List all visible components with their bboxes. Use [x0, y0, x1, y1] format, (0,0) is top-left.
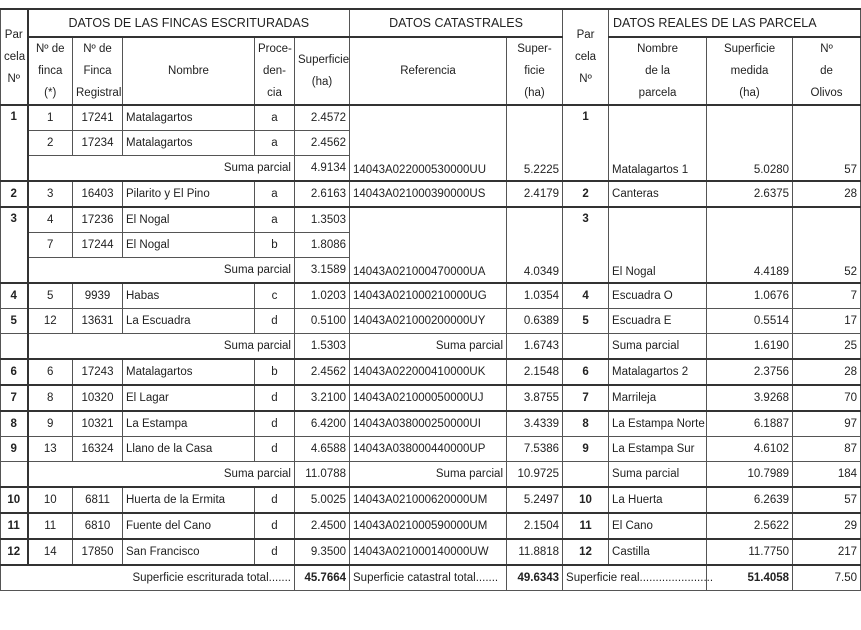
nombre-parcela: El Cano	[609, 513, 707, 539]
finca-registral: 6810	[73, 513, 123, 539]
table-row	[1, 513, 861, 539]
finca-registral: 10321	[73, 411, 123, 437]
referencia-catastral: 14043A021000140000UW	[350, 539, 507, 565]
header-superficie: Superficie (ha)	[295, 37, 350, 105]
procedencia: c	[255, 283, 295, 309]
total-real-label: Superficie real.......................	[563, 565, 707, 591]
finca-number: 5	[28, 283, 73, 309]
referencia-catastral: 14043A021000210000UG	[350, 283, 507, 309]
superficie: 2.4572	[295, 105, 350, 131]
finca-number: 11	[28, 513, 73, 539]
empty-cell	[563, 462, 609, 488]
superficie-medida: 0.5514	[707, 309, 793, 334]
suma-parcial-real-label: Suma parcial	[609, 334, 707, 360]
finca-nombre: Huerta de la Ermita	[123, 487, 255, 513]
parcela-real-number: 2	[563, 181, 609, 207]
superficie-catastral: 2.1548	[507, 359, 563, 385]
superficie: 2.4562	[295, 131, 350, 156]
olivos: 52	[793, 207, 861, 283]
finca-registral: 17234	[73, 131, 123, 156]
superficie-medida: 6.1887	[707, 411, 793, 437]
superficie-medida: 1.0676	[707, 283, 793, 309]
finca-nombre: El Nogal	[123, 207, 255, 233]
nombre-parcela: La Huerta	[609, 487, 707, 513]
suma-parcial-label: Suma parcial	[28, 156, 295, 182]
procedencia: b	[255, 233, 295, 258]
procedencia: d	[255, 385, 295, 411]
finca-number: 1	[28, 105, 73, 131]
superficie: 1.3503	[295, 207, 350, 233]
finca-number: 6	[28, 359, 73, 385]
olivos: 28	[793, 359, 861, 385]
nombre-parcela: Matalagartos 2	[609, 359, 707, 385]
total-escriturada-label: Superficie escriturada total.......	[1, 565, 295, 591]
parcela-number: 12	[1, 539, 28, 565]
procedencia: a	[255, 181, 295, 207]
procedencia: a	[255, 207, 295, 233]
finca-nombre: Pilarito y El Pino	[123, 181, 255, 207]
olivos: 29	[793, 513, 861, 539]
total-catastral-value: 49.6343	[507, 565, 563, 591]
header-nombre: Nombre	[123, 37, 255, 105]
table-row	[1, 181, 861, 207]
total-catastral-label: Superficie catastral total.......	[350, 565, 507, 591]
superficie-medida: 3.9268	[707, 385, 793, 411]
parcela-number: 6	[1, 359, 28, 385]
finca-registral: 17243	[73, 359, 123, 385]
superficie: 4.6588	[295, 437, 350, 462]
superficie-catastral: 7.5386	[507, 437, 563, 462]
header-procedencia: Proce- den- cia	[255, 37, 295, 105]
nombre-parcela: Matalagartos 1	[609, 105, 707, 181]
parcela-number: 9	[1, 437, 28, 462]
suma-parcial-real-value: 1.6190	[707, 334, 793, 360]
procedencia: d	[255, 411, 295, 437]
nombre-parcela: Escuadra O	[609, 283, 707, 309]
finca-nombre: El Nogal	[123, 233, 255, 258]
header-group-escrituradas: DATOS DE LAS FINCAS ESCRITURADAS	[28, 9, 350, 37]
header-group-reales: DATOS REALES DE LAS PARCELA	[609, 9, 861, 37]
superficie-catastral: 3.8755	[507, 385, 563, 411]
olivos: 70	[793, 385, 861, 411]
superficie: 9.3500	[295, 539, 350, 565]
superficie-medida: 2.5622	[707, 513, 793, 539]
suma-parcial-olivos: 184	[793, 462, 861, 488]
superficie-medida: 6.2639	[707, 487, 793, 513]
parcela-real-number: 9	[563, 437, 609, 462]
table-row	[1, 105, 861, 131]
parcela-real-number: 8	[563, 411, 609, 437]
suma-parcial-value: 1.5303	[295, 334, 350, 360]
suma-parcial-olivos: 25	[793, 334, 861, 360]
superficie-medida: 11.7750	[707, 539, 793, 565]
table-row	[1, 437, 861, 462]
superficie-medida: 4.4189	[707, 207, 793, 283]
finca-number: 14	[28, 539, 73, 565]
superficie-catastral: 5.2497	[507, 487, 563, 513]
olivos: 28	[793, 181, 861, 207]
olivos: 217	[793, 539, 861, 565]
olivos: 57	[793, 487, 861, 513]
header-finca-registral: Nº de Finca Registral	[73, 37, 123, 105]
finca-number: 9	[28, 411, 73, 437]
procedencia: d	[255, 539, 295, 565]
finca-nombre: San Francisco	[123, 539, 255, 565]
procedencia: b	[255, 359, 295, 385]
superficie: 5.0025	[295, 487, 350, 513]
olivos: 57	[793, 105, 861, 181]
finca-registral: 17244	[73, 233, 123, 258]
parcela-number: 3	[1, 207, 28, 283]
procedencia: d	[255, 513, 295, 539]
referencia-catastral: 14043A038000440000UP	[350, 437, 507, 462]
procedencia: a	[255, 105, 295, 131]
parcela-real-number: 4	[563, 283, 609, 309]
parcela-real-number: 11	[563, 513, 609, 539]
superficie-catastral: 0.6389	[507, 309, 563, 334]
parcela-number: 10	[1, 487, 28, 513]
superficie-medida: 2.3756	[707, 359, 793, 385]
header-superficie-medida: Superficie medida (ha)	[707, 37, 793, 105]
suma-parcial-catastral-label: Suma parcial	[350, 462, 507, 488]
finca-registral: 17236	[73, 207, 123, 233]
empty-cell	[563, 334, 609, 360]
procedencia: d	[255, 487, 295, 513]
suma-parcial-value: 11.0788	[295, 462, 350, 488]
parcela-real-number: 3	[563, 207, 609, 283]
header-referencia: Referencia	[350, 37, 507, 105]
finca-nombre: La Estampa	[123, 411, 255, 437]
finca-registral: 13631	[73, 309, 123, 334]
parcela-number: 11	[1, 513, 28, 539]
superficie-catastral: 2.1504	[507, 513, 563, 539]
superficie-catastral: 4.0349	[507, 207, 563, 283]
finca-registral: 16403	[73, 181, 123, 207]
referencia-catastral: 14043A021000200000UY	[350, 309, 507, 334]
suma-parcial-label: Suma parcial	[28, 334, 295, 360]
table-row	[1, 487, 861, 513]
subtotal-row	[1, 462, 861, 488]
nombre-parcela: Escuadra E	[609, 309, 707, 334]
superficie: 1.8086	[295, 233, 350, 258]
olivos: 17	[793, 309, 861, 334]
total-real-value: 51.4058	[707, 565, 793, 591]
finca-number: 13	[28, 437, 73, 462]
nombre-parcela: Castilla	[609, 539, 707, 565]
superficie-catastral: 11.8818	[507, 539, 563, 565]
fincas-table	[0, 8, 861, 591]
referencia-catastral: 14043A021000470000UA	[350, 207, 507, 283]
parcela-number: 7	[1, 385, 28, 411]
suma-parcial-real-value: 10.7989	[707, 462, 793, 488]
referencia-catastral: 14043A021000620000UM	[350, 487, 507, 513]
parcela-real-number: 10	[563, 487, 609, 513]
referencia-catastral: 14043A022000410000UK	[350, 359, 507, 385]
table-row	[1, 411, 861, 437]
header-nombre-parcela: Nombre de la parcela	[609, 37, 707, 105]
finca-number: 12	[28, 309, 73, 334]
nombre-parcela: Marrileja	[609, 385, 707, 411]
finca-registral: 17850	[73, 539, 123, 565]
nombre-parcela: Canteras	[609, 181, 707, 207]
suma-parcial-catastral-value: 10.9725	[507, 462, 563, 488]
empty-cell	[1, 462, 28, 488]
superficie-catastral: 5.2225	[507, 105, 563, 181]
parcela-real-number: 12	[563, 539, 609, 565]
fincas-table-container	[0, 8, 860, 591]
suma-parcial-catastral-label: Suma parcial	[350, 334, 507, 360]
header-group-catastrales: DATOS CATASTRALES	[350, 9, 563, 37]
finca-nombre: Matalagartos	[123, 131, 255, 156]
finca-nombre: Matalagartos	[123, 105, 255, 131]
nombre-parcela: La Estampa Sur	[609, 437, 707, 462]
finca-nombre: Fuente del Cano	[123, 513, 255, 539]
header-parcela-no-real: Par cela Nº	[563, 9, 609, 105]
finca-nombre: La Escuadra	[123, 309, 255, 334]
table-row	[1, 283, 861, 309]
procedencia: a	[255, 131, 295, 156]
header-olivos: Nº de Olivos	[793, 37, 861, 105]
nombre-parcela: La Estampa Norte	[609, 411, 707, 437]
superficie: 2.4500	[295, 513, 350, 539]
olivos: 97	[793, 411, 861, 437]
superficie-catastral: 1.0354	[507, 283, 563, 309]
table-row	[1, 539, 861, 565]
finca-number: 10	[28, 487, 73, 513]
superficie: 6.4200	[295, 411, 350, 437]
finca-registral: 17241	[73, 105, 123, 131]
finca-number: 7	[28, 233, 73, 258]
superficie-medida: 4.6102	[707, 437, 793, 462]
empty-cell	[1, 334, 28, 360]
total-olivos-value: 7.50	[793, 565, 861, 591]
superficie-medida: 5.0280	[707, 105, 793, 181]
finca-number: 8	[28, 385, 73, 411]
finca-nombre: Habas	[123, 283, 255, 309]
table-row	[1, 359, 861, 385]
finca-number: 3	[28, 181, 73, 207]
table-row	[1, 207, 861, 233]
parcela-number: 8	[1, 411, 28, 437]
header-parcela-no: Par cela Nº	[1, 9, 28, 105]
procedencia: d	[255, 437, 295, 462]
suma-parcial-value: 3.1589	[295, 258, 350, 284]
referencia-catastral: 14043A022000530000UU	[350, 105, 507, 181]
suma-parcial-catastral-value: 1.6743	[507, 334, 563, 360]
referencia-catastral: 14043A038000250000UI	[350, 411, 507, 437]
finca-number: 2	[28, 131, 73, 156]
header-finca-no: Nº de finca (*)	[28, 37, 73, 105]
superficie: 2.4562	[295, 359, 350, 385]
table-row	[1, 309, 861, 334]
superficie: 3.2100	[295, 385, 350, 411]
superficie-medida: 2.6375	[707, 181, 793, 207]
finca-nombre: Llano de la Casa	[123, 437, 255, 462]
parcela-real-number: 5	[563, 309, 609, 334]
olivos: 7	[793, 283, 861, 309]
finca-registral: 9939	[73, 283, 123, 309]
superficie: 1.0203	[295, 283, 350, 309]
suma-parcial-label: Suma parcial	[28, 462, 295, 488]
suma-parcial-real-label: Suma parcial	[609, 462, 707, 488]
suma-parcial-label: Suma parcial	[28, 258, 295, 284]
referencia-catastral: 14043A021000050000UJ	[350, 385, 507, 411]
superficie-catastral: 3.4339	[507, 411, 563, 437]
finca-number: 4	[28, 207, 73, 233]
parcela-number: 2	[1, 181, 28, 207]
parcela-number: 1	[1, 105, 28, 181]
finca-registral: 10320	[73, 385, 123, 411]
finca-nombre: El Lagar	[123, 385, 255, 411]
superficie-catastral: 2.4179	[507, 181, 563, 207]
totals-row	[1, 565, 861, 591]
finca-registral: 16324	[73, 437, 123, 462]
parcela-number: 5	[1, 309, 28, 334]
parcela-real-number: 1	[563, 105, 609, 181]
table-row	[1, 385, 861, 411]
subtotal-row	[1, 334, 861, 360]
referencia-catastral: 14043A021000390000US	[350, 181, 507, 207]
procedencia: d	[255, 309, 295, 334]
olivos: 87	[793, 437, 861, 462]
superficie: 2.6163	[295, 181, 350, 207]
suma-parcial-value: 4.9134	[295, 156, 350, 182]
header-superficie-catastral: Super- ficie (ha)	[507, 37, 563, 105]
nombre-parcela: El Nogal	[609, 207, 707, 283]
parcela-real-number: 6	[563, 359, 609, 385]
parcela-number: 4	[1, 283, 28, 309]
finca-registral: 6811	[73, 487, 123, 513]
referencia-catastral: 14043A021000590000UM	[350, 513, 507, 539]
superficie: 0.5100	[295, 309, 350, 334]
total-escriturada-value: 45.7664	[295, 565, 350, 591]
finca-nombre: Matalagartos	[123, 359, 255, 385]
parcela-real-number: 7	[563, 385, 609, 411]
